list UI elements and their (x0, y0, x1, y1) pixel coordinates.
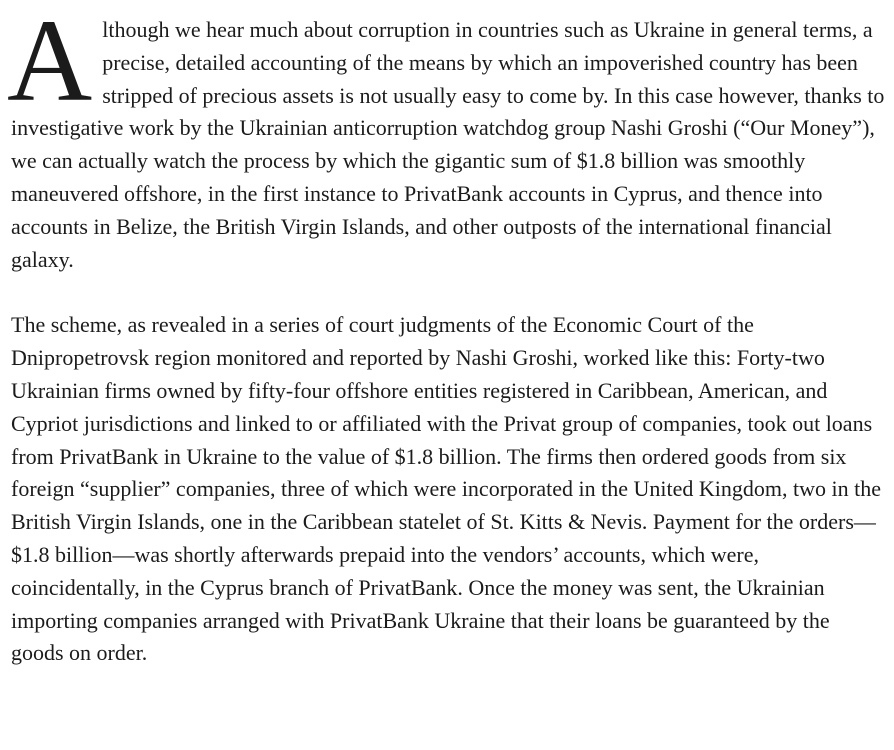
paragraph-1 (7, 0, 885, 276)
article-body (7, 0, 885, 670)
paragraph-1-text: lthough we hear much about corruption in countries such as Ukraine in general terms, a precise, detailed accounting of the means by which an impoverished country has been stripped of precious assets is not usually easy to come by. In this case however, thanks to investigative work by the Ukrainian anticorruption watchdog group Nashi Groshi (“Our Money”), we can actually watch the process by which the gigantic sum of $1.8 billion was smoothly maneuvered offshore, in the first instance to PrivatBank accounts in Cyprus, and thence into accounts in Belize, the British Virgin Islands, and other outposts of the international financial galaxy. (11, 17, 885, 272)
drop-cap: A (7, 0, 93, 126)
paragraph-2 (11, 309, 885, 670)
paragraph-2-text: The scheme, as revealed in a series of court judgments of the Economic Court of the Dnipropetrovsk region monitored and reported by Nashi Groshi, worked like this: Forty-two Ukrainian firms owned by fifty-four offshore entities registered in Caribbean, American, and Cypriot jurisdictions and linked to or affiliated with the Privat group of companies, took out loans from PrivatBank in Ukraine to the value of $1.8 billion. The firms then ordered goods from six foreign “supplier” companies, three of which were incorporated in the United Kingdom, two in the British Virgin Islands, one in the Caribbean statelet of St. Kitts & Nevis. Payment for the orders—$1.8 billion—was shortly afterwards prepaid into the vendors’ accounts, which were, coincidentally, in the Cyprus branch of PrivatBank. Once the money was sent, the Ukrainian importing companies arranged with PrivatBank Ukraine that their loans be guaranteed by the goods on order. (11, 312, 881, 666)
